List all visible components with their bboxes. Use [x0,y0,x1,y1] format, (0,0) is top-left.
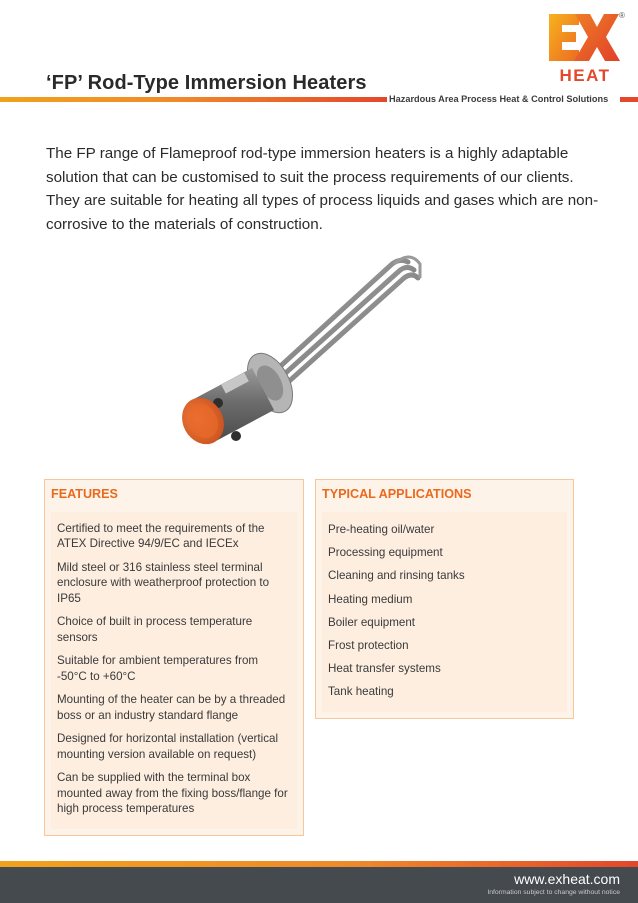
page-title: ‘FP’ Rod-Type Immersion Heaters [46,72,367,94]
applications-list [322,512,567,712]
application-item: Heat transfer systems [328,662,441,676]
application-item: Frost protection [328,639,409,653]
application-item: Heating medium [328,592,413,606]
feature-item: Designed for horizontal installation (vertical mounting version available on request) [57,732,279,761]
features-panel [44,479,304,836]
feature-item: Mounting of the heater can be by a threaded boss or an industry standard flange [57,693,286,722]
website-link[interactable]: www.exheat.com [514,871,620,887]
logo-wordmark: HEAT [559,66,611,85]
feature-item: Mild steel or 316 stainless steel terminal enclosure with weatherproof protection to IP65 [57,561,270,605]
application-item: Processing equipment [328,546,443,560]
features-list [51,512,297,829]
footer-disclaimer: Information subject to change without notice [487,889,620,896]
applications-heading: TYPICAL APPLICATIONS [322,487,472,501]
footer [0,867,638,903]
intro-paragraph: The FP range of Flameproof rod-type immersion heaters is a highly adaptable solution that can be customised to suit the process requirements of our clients. They are suitable for heating all types of process liquids and gases which are non-corrosive to the materials of construction. [46,145,599,233]
application-item: Pre-heating oil/water [328,523,435,536]
application-item: Tank heating [328,685,394,699]
feature-item: Can be supplied with the terminal box mounted away from the fixing boss/flange for high process temperatures [57,771,288,816]
feature-item: Certified to meet the requirements of the ATEX Directive 94/9/EC and IECEx [57,522,265,551]
features-heading: FEATURES [51,487,118,501]
registered-mark: ® [619,11,625,20]
applications-panel [315,479,574,719]
feature-item: Suitable for ambient temperatures from -50°C to +60°C [57,654,259,683]
company-tagline: Hazardous Area Process Heat & Control Solutions [389,94,609,104]
header-accent-bar [0,97,387,102]
feature-item: Choice of built in process temperature sensors [57,615,253,644]
application-item: Boiler equipment [328,615,416,629]
application-item: Cleaning and rinsing tanks [328,569,465,583]
exheat-logo [545,10,625,88]
immersion-heater-image [170,250,440,465]
header-accent-bar-end [620,97,638,102]
